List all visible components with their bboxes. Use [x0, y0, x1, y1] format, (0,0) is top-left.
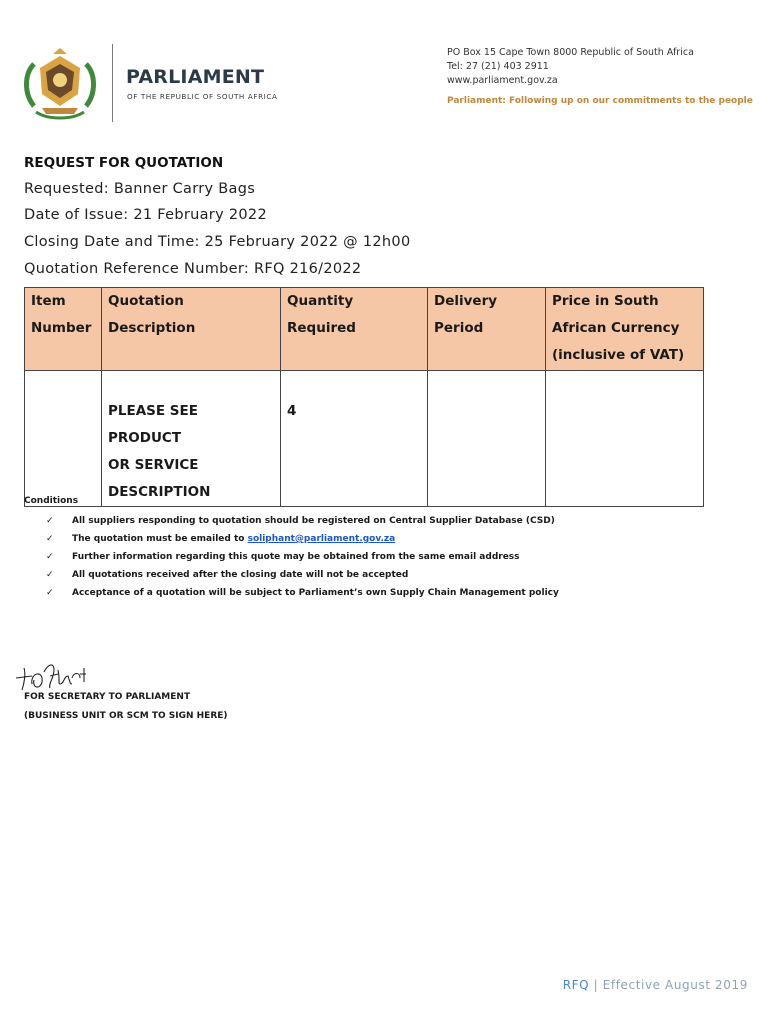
conditions-list: [46, 512, 559, 602]
cell-item-number: [25, 371, 102, 507]
list-item: ✓ Acceptance of a quotation will be subject to Parliament’s own Supply Chain Management policy: [46, 584, 559, 602]
signatory-instruction: (BUSINESS UNIT OR SCM TO SIGN HERE): [24, 711, 228, 721]
check-icon: ✓: [46, 552, 54, 562]
check-icon: ✓: [46, 516, 54, 526]
table-row: [25, 371, 704, 507]
header-quotation-description: Quotation Description: [102, 288, 281, 371]
contact-block: [447, 46, 694, 88]
tagline: Parliament: Following up on our commitments to the people: [447, 96, 753, 106]
table-header-row: [25, 288, 704, 371]
org-subtitle: OF THE REPUBLIC OF SOUTH AFRICA: [127, 92, 278, 101]
list-item: ✓ All quotations received after the closing date will not be accepted: [46, 566, 559, 584]
date-of-issue-line: Date of Issue: 21 February 2022: [24, 207, 267, 223]
footer-separator: |: [589, 978, 603, 992]
header-delivery-period: Delivery Period: [428, 288, 546, 371]
cell-delivery: [428, 371, 546, 507]
requested-line: Requested: Banner Carry Bags: [24, 181, 256, 197]
closing-date-line: Closing Date and Time: 25 February 2022 @ 12h00: [24, 234, 411, 250]
header-price: Price in South African Currency (inclusive of VAT): [546, 288, 704, 371]
document-title: REQUEST FOR QUOTATION: [24, 155, 224, 171]
handwritten-signature: [14, 654, 94, 696]
cell-quantity: 4: [281, 371, 428, 507]
header-quantity-required: Quantity Required: [281, 288, 428, 371]
quotation-table: [24, 287, 704, 507]
signatory-title: FOR SECRETARY TO PARLIAMENT: [24, 692, 191, 702]
cell-price: [546, 371, 704, 507]
conditions-title: Conditions: [24, 496, 79, 506]
list-item: ✓ All suppliers responding to quotation should be registered on Central Supplier Database (CSD): [46, 512, 559, 530]
parliament-coat-of-arms-logo: [20, 44, 100, 124]
list-item: ✓ The quotation must be emailed to soliphant@parliament.gov.za: [46, 530, 559, 548]
contact-tel: Tel: 27 (21) 403 2911: [447, 61, 549, 72]
contact-web: www.parliament.gov.za: [447, 75, 558, 86]
list-item: ✓ Further information regarding this quote may be obtained from the same email address: [46, 548, 559, 566]
check-icon: ✓: [46, 588, 54, 598]
reference-number-line: Quotation Reference Number: RFQ 216/2022: [24, 261, 362, 277]
check-icon: ✓: [46, 534, 54, 544]
check-icon: ✓: [46, 570, 54, 580]
contact-address: PO Box 15 Cape Town 8000 Republic of South Africa: [447, 47, 694, 58]
footer-code: RFQ: [562, 978, 590, 992]
org-name: PARLIAMENT: [126, 66, 265, 88]
logo-divider: [112, 44, 113, 122]
footer-effective: Effective August 2019: [602, 978, 748, 992]
header-item-number: Item Number: [25, 288, 102, 371]
email-link[interactable]: soliphant@parliament.gov.za: [247, 534, 396, 544]
cell-description: PLEASE SEE PRODUCT OR SERVICE DESCRIPTION: [102, 371, 281, 507]
footer: [563, 978, 748, 992]
